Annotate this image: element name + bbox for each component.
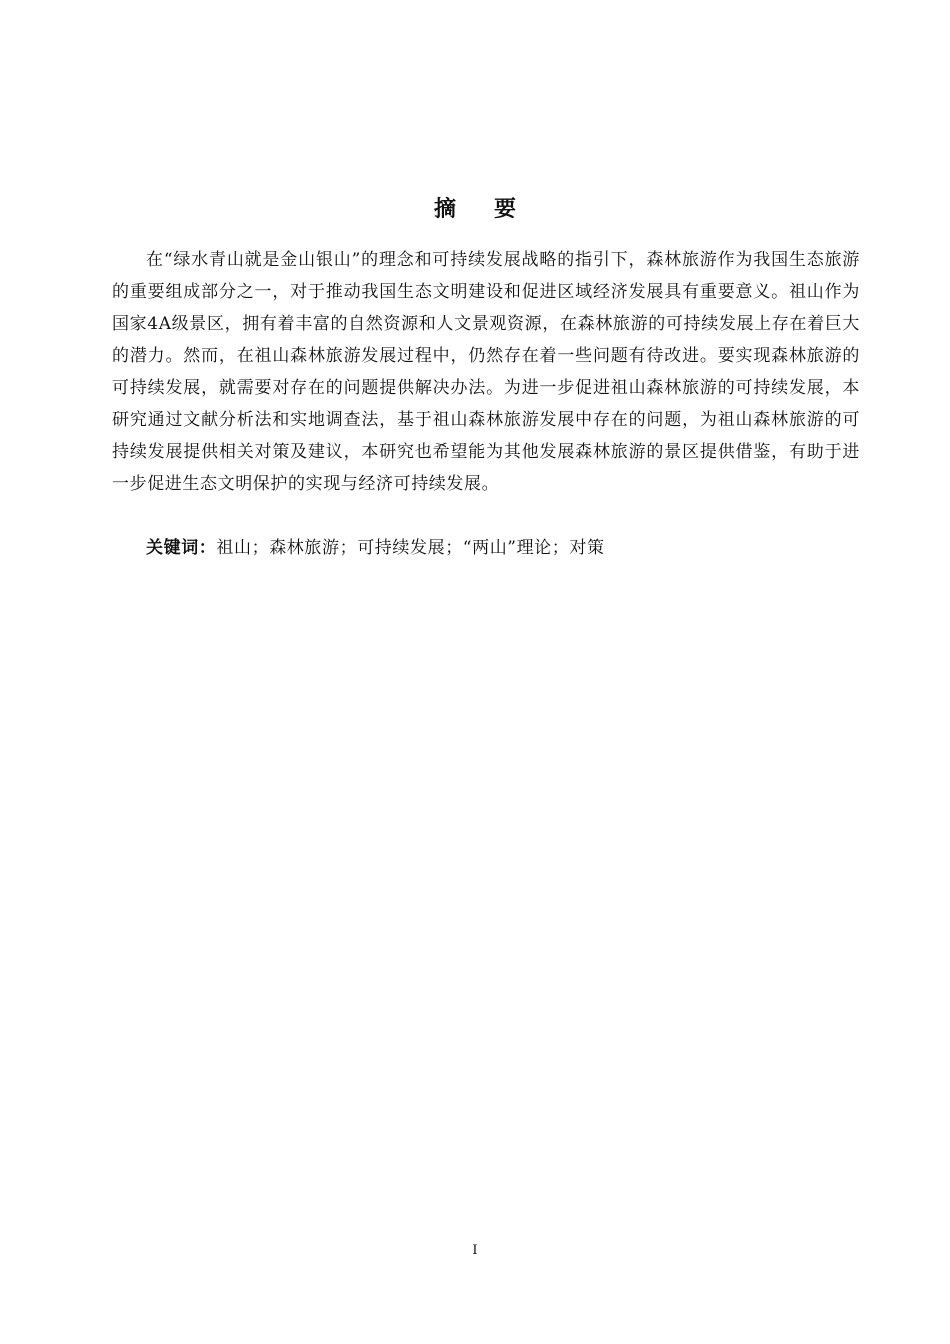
page-number: I bbox=[472, 1243, 478, 1258]
keywords-label: 关键词： bbox=[146, 538, 217, 558]
keywords-text: 祖山；森林旅游；可持续发展；“两山”理论；对策 bbox=[216, 538, 605, 558]
abstract-paragraph: 在“绿水青山就是金山银山”的理念和可持续发展战略的指引下，森林旅游作为我国生态旅游的重要组成部分之一，对于推动我国生态文明建设和促进区域经济发展具有重要意义。祖山作为国家4A级景区，拥有着丰富的自然资源和人文景观资源，在森林旅游的可持续发展上存在着巨大的潜力。然而，在祖山森林旅游发展过程中，仍然存在着一些问题有待改进。要实现森林旅游的可持续发展，就需要对存在的问题提供解决办法。为进一步促进祖山森林旅游的可持续发展，本研究通过文献分析法和实地调查法，基于祖山森林旅游发展中存在的问题，为祖山森林旅游的可持续发展提供相关对策及建议，本研究也希望能为其他发展森林旅游的景区提供借鉴，有助于进一步促进生态文明保护的实现与经济可持续发展。 bbox=[112, 250, 860, 494]
page-title: 摘要 bbox=[433, 196, 554, 222]
keywords-line bbox=[146, 532, 860, 564]
